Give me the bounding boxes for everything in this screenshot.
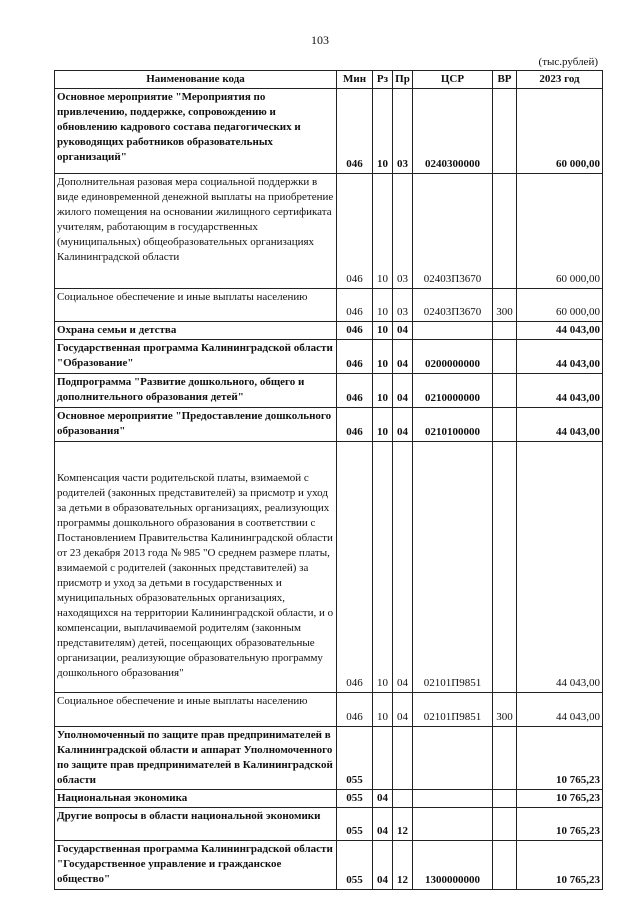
cell-amount: 60 000,00: [517, 289, 603, 322]
table-row: [55, 808, 603, 841]
cell-min: 055: [337, 790, 373, 808]
header-row: [55, 71, 603, 89]
table-row: [55, 442, 603, 693]
unit-label: (тыс.рублей): [538, 56, 598, 68]
row-name-text: Другие вопросы в области национальной экономики: [57, 810, 321, 822]
cell-pr: 04: [393, 693, 413, 727]
cell-vr: [493, 841, 517, 890]
row-name-text: Социальное обеспечение и иные выплаты населению: [57, 291, 308, 303]
cell-name: [55, 442, 337, 693]
table-row: [55, 322, 603, 340]
cell-min: 046: [337, 89, 373, 174]
cell-min: 046: [337, 289, 373, 322]
cell-rz: 10: [373, 89, 393, 174]
row-name-text: Компенсация части родительской платы, взимаемой с родителей (законных представителей) за присмотр и уход за детьми в образовательных организациях, реализующих программы дошкольного образования в соответствии с Постановлением Правительства Калининградской области от 23 декабря 2013 года № 985 "О среднем размере платы, взимаемой с родителей (законных представителей) за присмотр и уход за детьми в государственных и муниципальных образовательных организациях, находящихся на территории Калининградской области, и о компенсации, выплачиваемой родителям (законным представителям) детей, посещающих образовательные организации, реализующие образовательную программу дошкольного образования": [57, 472, 334, 679]
cell-pr: 03: [393, 89, 413, 174]
cell-pr: 12: [393, 841, 413, 890]
cell-pr: 03: [393, 174, 413, 289]
cell-rz: 04: [373, 841, 393, 890]
table-row: [55, 408, 603, 442]
cell-name: [55, 374, 337, 408]
cell-pr: [393, 727, 413, 790]
table-row: [55, 289, 603, 322]
cell-vr: 300: [493, 289, 517, 322]
cell-pr: [393, 790, 413, 808]
cell-pr: 04: [393, 408, 413, 442]
cell-csr: [413, 727, 493, 790]
cell-pr: 04: [393, 340, 413, 374]
table-row: [55, 89, 603, 174]
cell-vr: [493, 340, 517, 374]
row-name-text: Дополнительная разовая мера социальной поддержки в виде единовременной денежной выплаты на приобретение жилого помещения на основании жилищного сертификата учителям, работающим в государственных (муниципальных) общеобразовательных организациях Калининградской области: [57, 176, 334, 263]
cell-min: 046: [337, 174, 373, 289]
cell-amount: 10 765,23: [517, 727, 603, 790]
cell-csr: 02101П9851: [413, 693, 493, 727]
row-name-text: Основное мероприятие "Предоставление дошкольного образования": [57, 410, 332, 437]
cell-name: [55, 89, 337, 174]
row-name-text: Национальная экономика: [57, 792, 188, 804]
cell-csr: 02403П3670: [413, 289, 493, 322]
cell-name: [55, 408, 337, 442]
cell-amount: 60 000,00: [517, 174, 603, 289]
cell-pr: 03: [393, 289, 413, 322]
cell-csr: 0210000000: [413, 374, 493, 408]
cell-rz: [373, 727, 393, 790]
cell-min: 055: [337, 727, 373, 790]
cell-amount: 44 043,00: [517, 408, 603, 442]
cell-vr: [493, 89, 517, 174]
column-header-vr: ВР: [493, 71, 517, 89]
cell-rz: 10: [373, 693, 393, 727]
column-header-year: 2023 год: [517, 71, 603, 89]
cell-min: 046: [337, 693, 373, 727]
column-header-pr: Пр: [393, 71, 413, 89]
cell-rz: 10: [373, 408, 393, 442]
cell-csr: 02403П3670: [413, 174, 493, 289]
row-name-text: Подпрограмма "Развитие дошкольного, общего и дополнительного образования детей": [57, 376, 305, 403]
table-row: [55, 727, 603, 790]
cell-csr: 0240300000: [413, 89, 493, 174]
cell-name: [55, 322, 337, 340]
cell-amount: 10 765,23: [517, 841, 603, 890]
cell-rz: 10: [373, 289, 393, 322]
cell-name: [55, 340, 337, 374]
cell-csr: 0200000000: [413, 340, 493, 374]
cell-csr: 0210100000: [413, 408, 493, 442]
cell-vr: [493, 727, 517, 790]
cell-rz: 10: [373, 374, 393, 408]
cell-vr: [493, 408, 517, 442]
cell-rz: 04: [373, 790, 393, 808]
column-header-rz: Рз: [373, 71, 393, 89]
table-row: [55, 693, 603, 727]
cell-min: 055: [337, 808, 373, 841]
cell-rz: 04: [373, 808, 393, 841]
cell-min: 046: [337, 442, 373, 693]
column-header-min: Мин: [337, 71, 373, 89]
cell-amount: 10 765,23: [517, 808, 603, 841]
table-row: [55, 374, 603, 408]
cell-vr: [493, 322, 517, 340]
table-row: [55, 174, 603, 289]
cell-min: 046: [337, 408, 373, 442]
cell-csr: [413, 322, 493, 340]
cell-name: [55, 693, 337, 727]
row-name-text: Основное мероприятие "Мероприятия по привлечению, поддержке, сопровождению и обновлению кадрового состава педагогических и руководящих работников образовательных организаций": [57, 91, 301, 163]
table-row: [55, 790, 603, 808]
cell-amount: 10 765,23: [517, 790, 603, 808]
cell-rz: 10: [373, 442, 393, 693]
cell-min: 046: [337, 340, 373, 374]
cell-name: [55, 808, 337, 841]
cell-pr: 04: [393, 322, 413, 340]
cell-amount: 44 043,00: [517, 693, 603, 727]
cell-pr: 04: [393, 442, 413, 693]
row-name-text: Социальное обеспечение и иные выплаты населению: [57, 695, 308, 707]
table-body: [55, 89, 603, 890]
row-name-text: Государственная программа Калининградской области "Государственное управление и гражданское общество": [57, 843, 333, 885]
table-row: [55, 340, 603, 374]
cell-amount: 44 043,00: [517, 442, 603, 693]
budget-table: [54, 70, 603, 890]
cell-min: 046: [337, 322, 373, 340]
row-name-text: Охрана семьи и детства: [57, 324, 177, 336]
cell-csr: 02101П9851: [413, 442, 493, 693]
row-name-text: Уполномоченный по защите прав предпринимателей в Калининградской области и аппарат Уполномоченного по защите прав предпринимателей в Калининградской области: [57, 729, 333, 786]
cell-min: 046: [337, 374, 373, 408]
cell-name: [55, 174, 337, 289]
cell-amount: 44 043,00: [517, 374, 603, 408]
cell-amount: 44 043,00: [517, 340, 603, 374]
cell-vr: [493, 442, 517, 693]
cell-rz: 10: [373, 340, 393, 374]
cell-vr: [493, 790, 517, 808]
row-name-text: Государственная программа Калининградской области "Образование": [57, 342, 333, 369]
cell-csr: [413, 790, 493, 808]
table-row: [55, 841, 603, 890]
cell-amount: 44 043,00: [517, 322, 603, 340]
cell-vr: [493, 808, 517, 841]
cell-pr: 04: [393, 374, 413, 408]
cell-csr: [413, 808, 493, 841]
cell-vr: [493, 374, 517, 408]
cell-pr: 12: [393, 808, 413, 841]
cell-amount: 60 000,00: [517, 89, 603, 174]
column-header-name: Наименование кода: [55, 71, 337, 89]
cell-rz: 10: [373, 174, 393, 289]
cell-name: [55, 289, 337, 322]
cell-rz: 10: [373, 322, 393, 340]
cell-vr: [493, 174, 517, 289]
cell-name: [55, 727, 337, 790]
cell-name: [55, 790, 337, 808]
page-number: 103: [311, 33, 329, 47]
cell-min: 055: [337, 841, 373, 890]
column-header-csr: ЦСР: [413, 71, 493, 89]
cell-csr: 1300000000: [413, 841, 493, 890]
cell-name: [55, 841, 337, 890]
cell-vr: 300: [493, 693, 517, 727]
